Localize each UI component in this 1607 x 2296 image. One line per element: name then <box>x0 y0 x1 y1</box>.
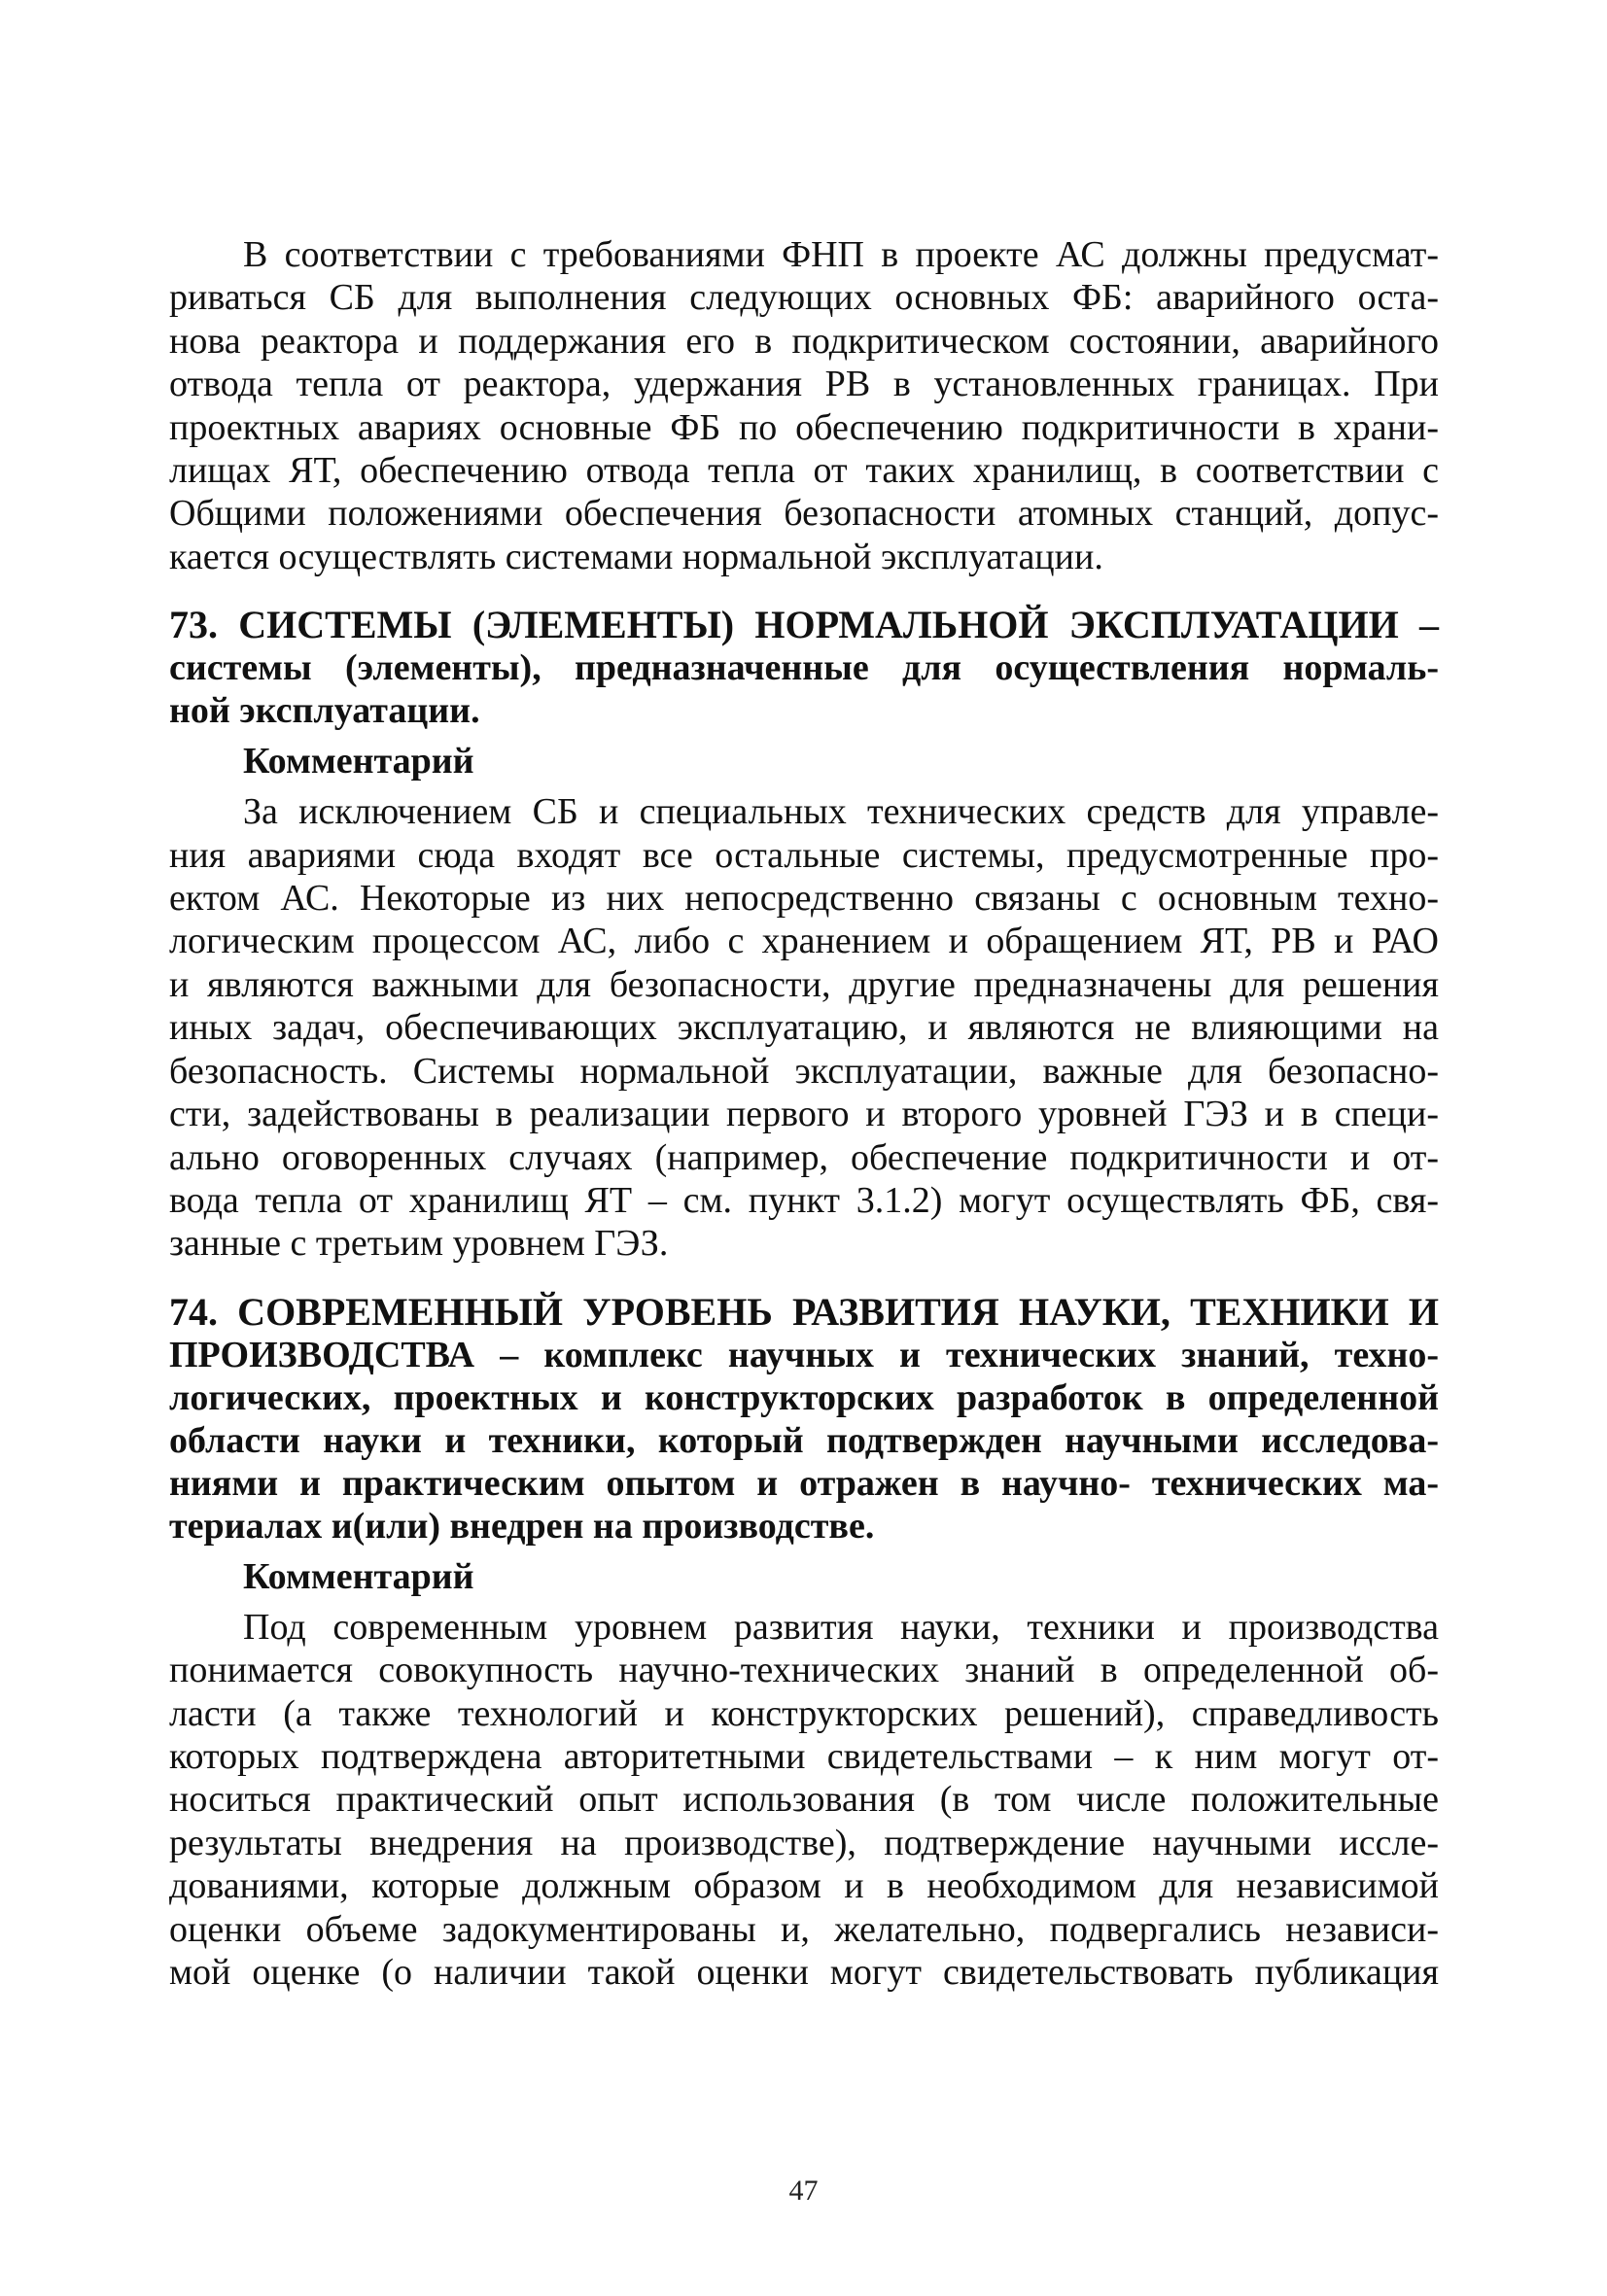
text-line: ально оговоренных случаях (например, обеспечение подкритичности и от- <box>169 1136 1439 1178</box>
definition-line: системы (элементы), предназначенные для осуществления нормаль- <box>169 647 1439 689</box>
text-line: дованиями, которые должным образом и в необходимом для независимой <box>169 1865 1439 1907</box>
text-line: Под современным уровнем развития науки, техники и производства <box>243 1606 1439 1648</box>
definition-line: 74. СОВРЕМЕННЫЙ УРОВЕНЬ РАЗВИТИЯ НАУКИ, ТЕХНИКИ И <box>169 1289 1439 1334</box>
text-line: кается осуществлять системами нормальной эксплуатации. <box>169 536 1103 577</box>
text-line: ласти (а также технологий и конструкторских решений), справедливость <box>169 1692 1439 1734</box>
text-line: занные с третьим уровнем ГЭЗ. <box>169 1223 669 1265</box>
comment-74-paragraph <box>169 1606 1439 1995</box>
text-line: За исключением СБ и специальных технических средств для управле- <box>243 791 1439 833</box>
text-line: оценки объеме задокументированы и, желательно, подвергались независи- <box>169 1908 1439 1950</box>
text-line: мой оценке (о наличии такой оценки могут свидетельствовать публикация <box>169 1951 1439 1993</box>
text-line: логическим процессом АС, либо с хранением и обращением ЯТ, РВ и РАО <box>169 921 1439 962</box>
comment-heading: Комментарий <box>243 741 474 783</box>
definition-74 <box>169 1291 1439 1548</box>
text-line: понимается совокупность научно-технических знаний в определенной об- <box>169 1650 1439 1691</box>
text-line: отвода тепла от реактора, удержания РВ в установленных границах. При <box>169 364 1439 405</box>
text-line: иных задач, обеспечивающих эксплуатацию, и являются не влияющими на <box>169 1007 1439 1049</box>
text-line: которых подтверждена авторитетными свидетельствами – к ним могут от- <box>169 1735 1439 1777</box>
text-line: безопасность. Системы нормальной эксплуатации, важные для безопасно- <box>169 1050 1439 1092</box>
text-line: ектом АС. Некоторые из них непосредственно связаны с основным техно- <box>169 878 1439 920</box>
text-line: лищах ЯТ, обеспечению отвода тепла от таких хранилищ, в соответствии с <box>169 450 1439 492</box>
text-line: результаты внедрения на производстве), подтверждение научными иссле- <box>169 1822 1439 1863</box>
text-line: риваться СБ для выполнения следующих основных ФБ: аварийного оста- <box>169 277 1439 319</box>
definition-line: ниями и практическим опытом и отражен в научно- технических ма- <box>169 1462 1439 1504</box>
definition-line: териалах и(или) внедрен на производстве. <box>169 1505 875 1547</box>
definition-line: логических, проектных и конструкторских разработок в определенной <box>169 1376 1439 1418</box>
intro-paragraph <box>169 233 1439 578</box>
text-line: носиться практический опыт использования (в том числе положительные <box>169 1779 1439 1821</box>
text-line: сти, задействованы в реализации первого и второго уровней ГЭЗ и в специ- <box>169 1094 1439 1135</box>
definition-line: ной эксплуатации. <box>169 690 480 732</box>
text-line: нова реактора и поддержания его в подкритическом состоянии, аварийного <box>169 320 1439 362</box>
text-line: ния авариями сюда входят все остальные системы, предусмотренные про- <box>169 834 1439 876</box>
text-line: В соответствии с требованиями ФНП в проекте АС должны предусмат- <box>243 234 1439 275</box>
definition-line: области науки и техники, который подтвержден научными исследова- <box>169 1419 1439 1461</box>
text-line: Общими положениями обеспечения безопасности атомных станций, допус- <box>169 493 1439 535</box>
definition-line: ПРОИЗВОДСТВА – комплекс научных и технических знаний, техно- <box>169 1334 1439 1375</box>
text-line: вода тепла от хранилищ ЯТ – см. пункт 3.1.2) могут осуществлять ФБ, свя- <box>169 1179 1439 1221</box>
definition-73 <box>169 604 1439 732</box>
definition-line: 73. СИСТЕМЫ (ЭЛЕМЕНТЫ) НОРМАЛЬНОЙ ЭКСПЛУАТАЦИИ – <box>169 603 1439 647</box>
text-line: проектных авариях основные ФБ по обеспечению подкритичности в храни- <box>169 406 1439 448</box>
comment-heading: Комментарий <box>243 1555 474 1597</box>
comment-73-paragraph <box>169 790 1439 1265</box>
page-body <box>169 233 1439 1994</box>
text-line: и являются важными для безопасности, другие предназначены для решения <box>169 963 1439 1005</box>
page-number: 47 <box>788 2174 819 2207</box>
